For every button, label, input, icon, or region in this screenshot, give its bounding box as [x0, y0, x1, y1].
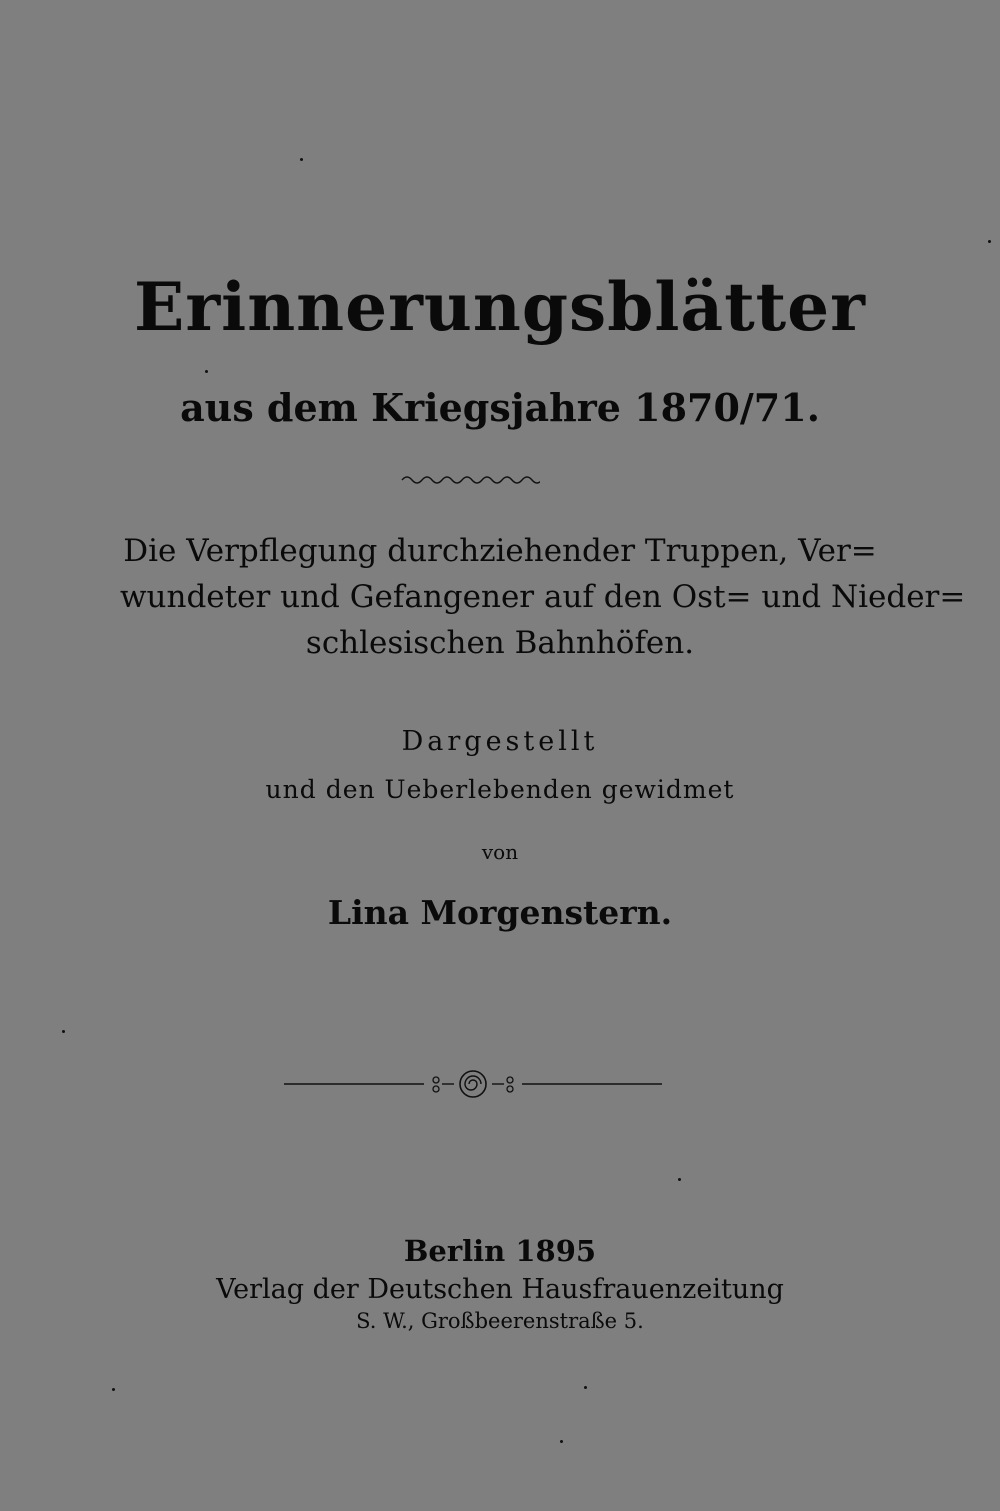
- by-label: von: [481, 840, 519, 864]
- paper-speck: [584, 1386, 587, 1389]
- paper-speck: [62, 1030, 65, 1033]
- author-name: Lina Morgenstern.: [327, 893, 673, 932]
- paper-speck: [988, 240, 991, 243]
- wavy-rule-divider: [400, 472, 540, 488]
- paper-speck: [560, 1440, 563, 1443]
- description-line: Die Verpflegung durchziehender Truppen, Ver=: [123, 533, 877, 569]
- paper-speck: [205, 370, 208, 373]
- book-subtitle: aus dem Kriegsjahre 1870/71.: [180, 385, 820, 430]
- publication-city-year: Berlin 1895: [403, 1234, 597, 1268]
- book-description: [120, 528, 966, 666]
- paper-speck: [678, 1178, 681, 1181]
- dedication-line: und den Ueberlebenden gewidmet: [265, 775, 735, 804]
- paper-speck: [300, 158, 303, 161]
- description-line: schlesischen Bahnhöfen.: [305, 625, 695, 661]
- publisher-name: Verlag der Deutschen Hausfrauenzeitung: [216, 1274, 784, 1305]
- publisher-address: S. W., Großbeerenstraße 5.: [356, 1309, 644, 1333]
- book-title: Erinnerungsblätter: [134, 268, 866, 346]
- description-line: wundeter und Gefangener auf den Ost= und Nieder=: [120, 579, 966, 615]
- paper-speck: [112, 1388, 115, 1391]
- ornamental-divider: [284, 1066, 662, 1102]
- presented-label: Dargestellt: [401, 726, 599, 757]
